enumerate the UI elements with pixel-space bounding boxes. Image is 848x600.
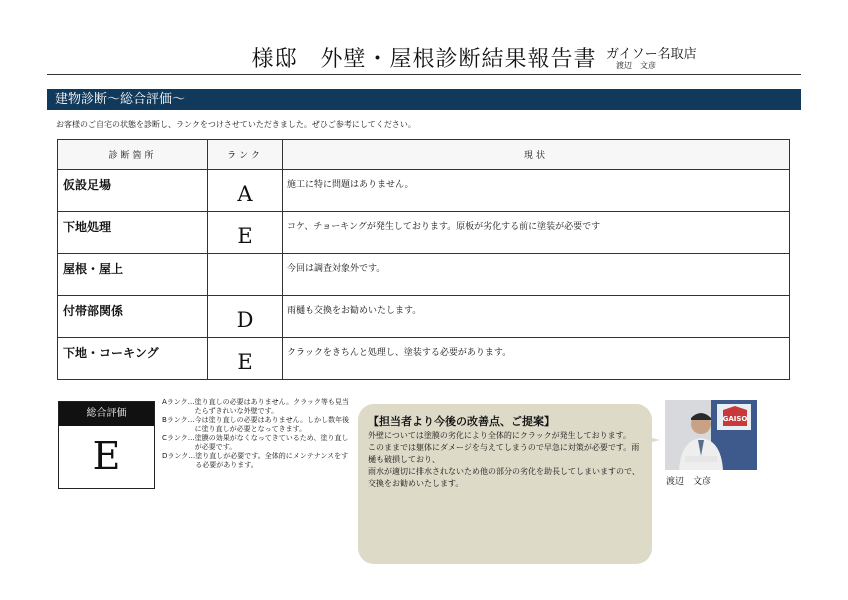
author-name: 渡辺 文彦 — [616, 61, 656, 70]
legend-text: 塗り直しが必要です。全体的にメンテナンスをする必要があります。 — [195, 452, 349, 469]
proposal-body — [368, 430, 646, 490]
section-title-bar: 建物診断～総合評価～ — [47, 89, 801, 110]
proposal-line: 雨水が適切に排水されないため他の部分の劣化を助長してしまいますので、交換をお勧めいたします。 — [368, 467, 640, 488]
legend-item — [162, 416, 352, 434]
row-location: 付帯部関係 — [58, 296, 208, 338]
report-title: 様邸 外壁・屋根診断結果報告書 — [251, 47, 597, 72]
header-location: 診断箇所 — [58, 140, 208, 170]
row-location: 下地・コーキング — [58, 338, 208, 380]
header-rank: ランク — [208, 140, 283, 170]
staff-photo — [665, 400, 757, 470]
legend-text: 塗り直しの必要はありません。クラック等も見当たらずきれいな外壁です。 — [194, 398, 349, 415]
row-location: 仮設足場 — [58, 170, 208, 212]
row-rank — [208, 254, 283, 296]
row-rank: A — [208, 170, 283, 212]
overall-evaluation-box — [58, 401, 155, 489]
sign-text: GAISO — [722, 415, 748, 423]
row-rank: E — [208, 338, 283, 380]
table-row — [58, 338, 790, 380]
legend-item — [162, 398, 352, 416]
row-condition: クラックをきちんと処理し、塗装する必要があります。 — [283, 338, 790, 380]
legend-label: Dランク… — [162, 452, 196, 460]
legend-label: Aランク… — [162, 398, 195, 406]
legend-text: 塗膜の効果がなくなってきているため、塗り直しが必要です。 — [194, 434, 349, 451]
row-rank: E — [208, 212, 283, 254]
row-rank: D — [208, 296, 283, 338]
row-location: 下地処理 — [58, 212, 208, 254]
overall-evaluation-label: 総合評価 — [59, 402, 154, 426]
staff-name: 渡辺 文彦 — [666, 477, 712, 487]
row-condition: 今回は調査対象外です。 — [283, 254, 790, 296]
header-condition: 現状 — [283, 140, 790, 170]
proposal-title: 【担当者より今後の改善点、ご提案】 — [368, 415, 555, 428]
table-header-row — [58, 140, 790, 170]
legend-item — [162, 452, 352, 470]
table-row — [58, 212, 790, 254]
proposal-line: このままでは躯体にダメージを与えてしまうので早急に対策が必要です。雨樋も破損しており、 — [368, 443, 640, 464]
header-divider — [47, 74, 801, 75]
store-name: ガイソー名取店 — [606, 47, 697, 62]
intro-text: お客様のご自宅の状態を診断し、ランクをつけさせていただきました。ぜひご参考にしてください。 — [56, 120, 416, 129]
staff-photo-image — [665, 400, 757, 470]
table-row — [58, 296, 790, 338]
diagnosis-table — [57, 139, 790, 380]
table-row — [58, 254, 790, 296]
rank-legend — [162, 398, 352, 470]
proposal-line: 外壁については塗膜の劣化により全体的にクラックが発生しております。 — [368, 431, 632, 440]
row-location: 屋根・屋上 — [58, 254, 208, 296]
legend-label: Cランク… — [162, 434, 195, 442]
row-condition: 施工に特に問題はありません。 — [283, 170, 790, 212]
overall-grade: E — [92, 434, 121, 478]
row-condition: 雨樋も交換をお勧めいたします。 — [283, 296, 790, 338]
row-condition: コケ、チョーキングが発生しております。原板が劣化する前に塗装が必要です — [283, 212, 790, 254]
table-row — [58, 170, 790, 212]
legend-text: 今は塗り直しの必要はありません。しかし数年後に塗り直しが必要となってきます。 — [194, 416, 350, 433]
legend-item — [162, 434, 352, 452]
legend-label: Bランク… — [162, 416, 195, 424]
